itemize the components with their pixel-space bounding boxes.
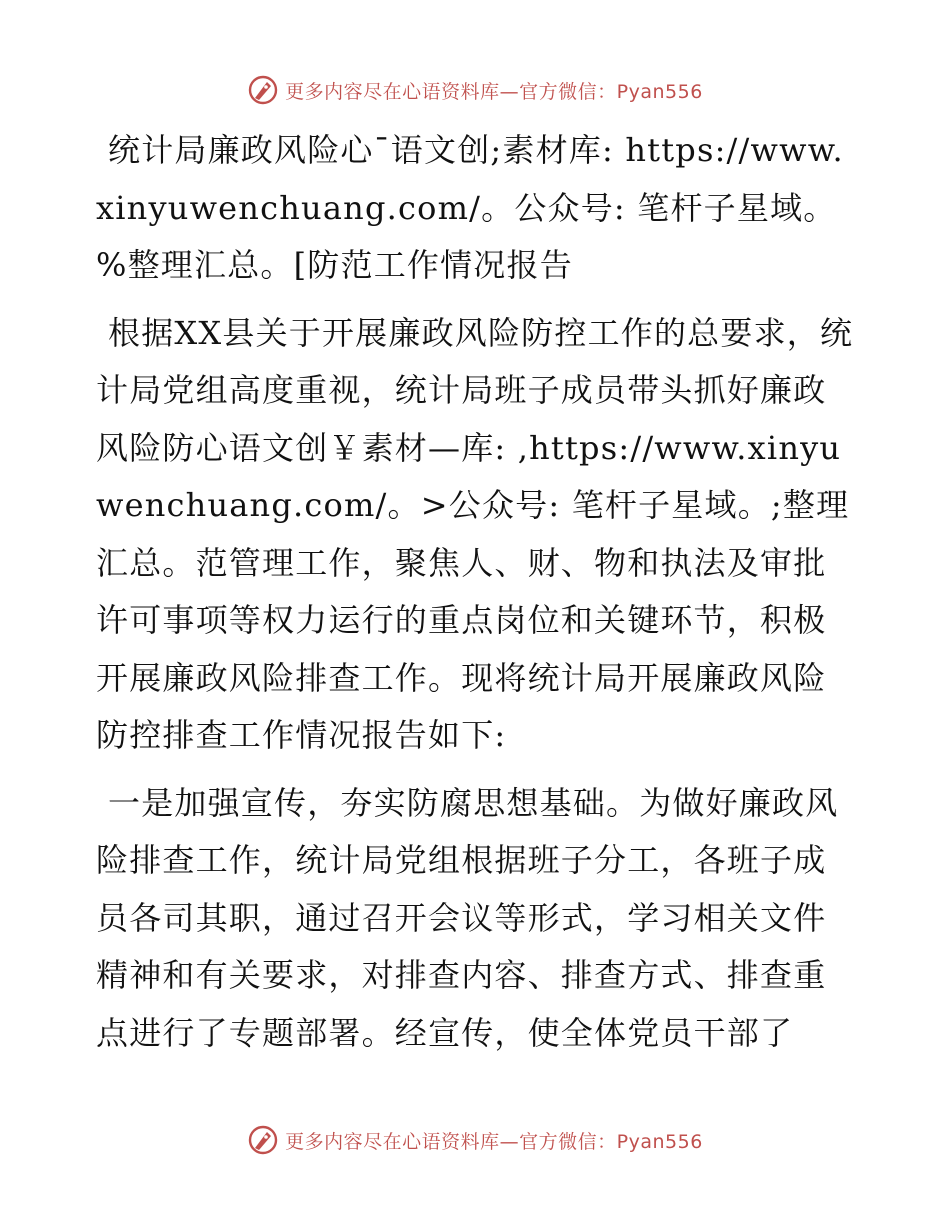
paragraph-3: 一是加强宣传，夯实防腐思想基础。为做好廉政风险排查工作，统计局党组根据班子分工，各班子成员各司其职，通过召开会议等形式，学习相关文件精神和有关要求，对排查内容、排查方式、排查重点进行了专题部署。经宣传，使全体党员干部了 bbox=[96, 783, 839, 1052]
header-banner bbox=[0, 70, 950, 110]
pen-nib-icon bbox=[247, 74, 279, 106]
header-banner-content bbox=[247, 74, 703, 106]
header-banner-text: 更多内容尽在心语资料库—官方微信：Pyan556 bbox=[285, 80, 703, 103]
pen-nib-icon bbox=[247, 1124, 279, 1156]
paragraph-1: 统计局廉政风险心¯语文创;素材库: https://www.xinyuwenchuang.com/。公众号: 笔杆子星域。%整理汇总。[防范工作情况报告 bbox=[96, 131, 844, 284]
paragraph-2: 根据XX县关于开展廉政风险防控工作的总要求，统计局党组高度重视，统计局班子成员带头抓好廉政风险防心语文创￥素材—库: ,https://www.xinyuwenchuang.com/。>公众号: 笔杆子星域。;整理汇总。范管理工作，聚焦人、财、物和执法及审批许可事项等权力运行的重点岗位和关键环节，积极开展廉政风险排查工作。现将统计局开展廉政风险防控排查工作情况报告如下: bbox=[96, 313, 854, 754]
footer-banner bbox=[0, 1120, 950, 1160]
footer-banner-content bbox=[247, 1124, 703, 1156]
document-body bbox=[96, 122, 856, 1072]
footer-banner-text: 更多内容尽在心语资料库—官方微信：Pyan556 bbox=[285, 1130, 703, 1153]
